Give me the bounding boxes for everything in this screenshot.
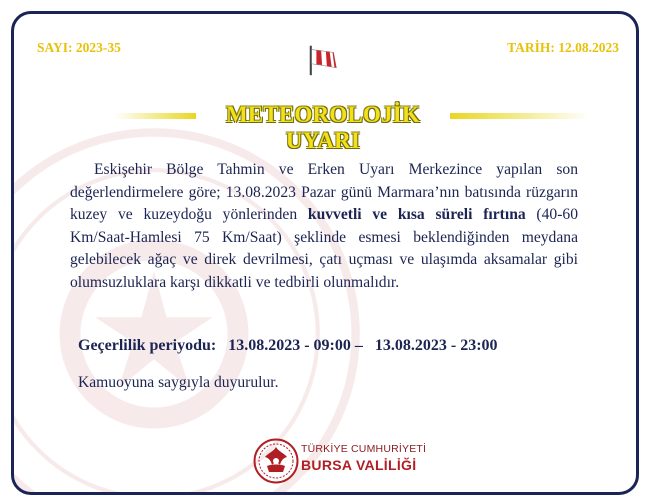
validity-period	[78, 337, 506, 355]
windsock-icon	[305, 41, 343, 79]
document-number: SAYI: 2023-35	[37, 40, 121, 55]
body-text-emphasis: kuvvetli ve kısa süreli fırtına	[307, 206, 526, 224]
validity-end: 13.08.2023 - 23:00	[374, 337, 498, 354]
warning-body	[70, 159, 578, 295]
governorship-logo	[301, 443, 426, 473]
body-text-part2: (40-60 Km/Saat-Hamlesi 75 Km/Saat) şeklinde esmesi beklendiğinden meydana gelebilecek ağaç ve direk devrilmesi, çatı uçması ve ulaşımda aksamalar gibi olumsuzluklara karşı dikkatli ve tedbirli olunmalıdır.	[70, 206, 579, 291]
document-date: TARİH: 12.08.2023	[507, 40, 619, 55]
announcement-card	[11, 11, 639, 495]
logo-line-republic: TÜRKİYE CUMHURİYETİ	[301, 443, 427, 455]
page-title: METEOROLOJİK UYARI	[225, 102, 421, 153]
banner-bar-right	[450, 113, 590, 119]
logo-line-governorship: BURSA VALİLİĞİ	[301, 457, 417, 473]
closing-text: Kamuoyuna saygıyla duyurulur.	[78, 374, 279, 391]
body-text-part1: Eskişehir Bölge Tahmin ve Erken Uyarı Merkezince yapılan son değerlendirmelere göre; 13.08.2023 Pazar günü Marmara’nın batısında rüzgarın kuzey ve kuzeydoğu yönlerinden	[70, 161, 578, 224]
banner-bar-left	[114, 113, 196, 119]
validity-start: 13.08.2023 - 09:00 –	[228, 337, 363, 354]
governorship-emblem-icon	[253, 438, 299, 484]
title-banner	[14, 102, 636, 153]
validity-label: Geçerlilik periyodu:	[78, 337, 217, 354]
